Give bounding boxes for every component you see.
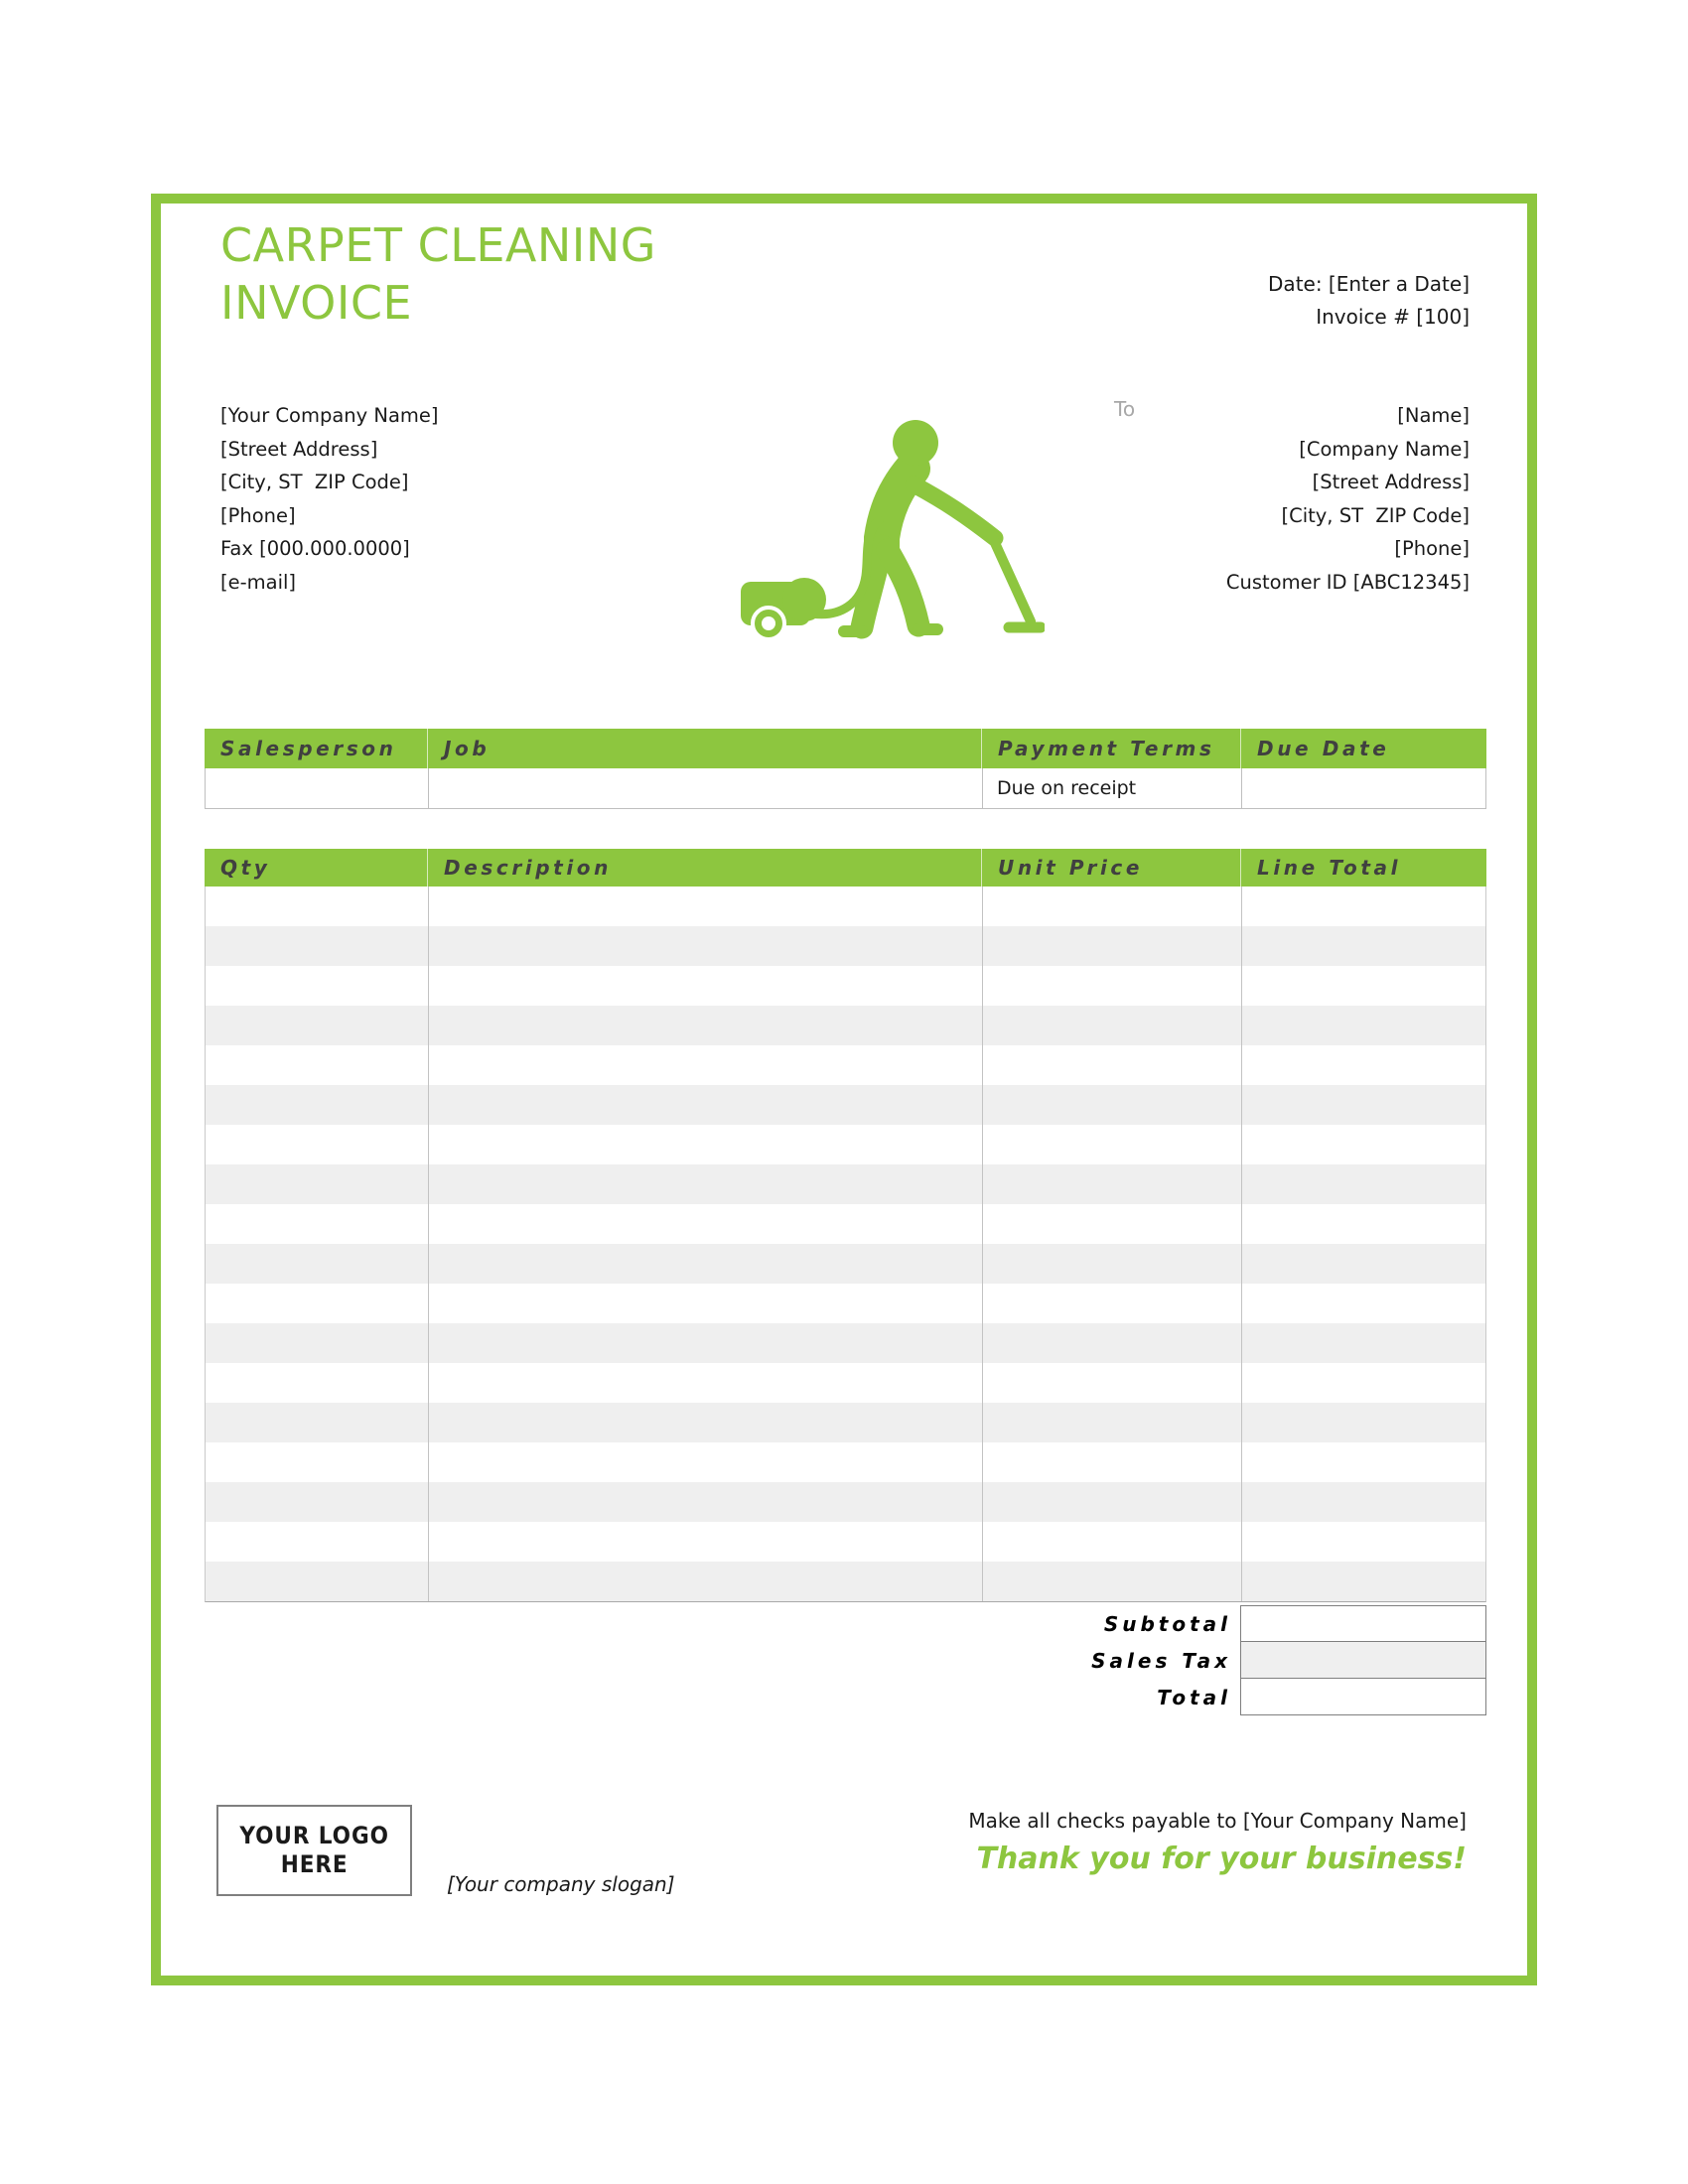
item-cell[interactable] (982, 1323, 1241, 1363)
item-cell[interactable] (982, 1522, 1241, 1562)
sales-tax-label: Sales Tax (1091, 1648, 1231, 1673)
item-cell[interactable] (428, 1323, 982, 1363)
salesperson-cell[interactable] (206, 768, 428, 808)
item-cell[interactable] (982, 1125, 1241, 1164)
header-unit-price: Unit Price (981, 849, 1240, 887)
header-qty: Qty (220, 856, 271, 880)
logo-text-line-2: HERE (280, 1850, 349, 1878)
company-slogan-field[interactable]: [Your company slogan] (447, 1872, 675, 1896)
title-line-1: CARPET CLEANING (220, 218, 656, 272)
item-cell[interactable] (428, 1522, 982, 1562)
item-cell[interactable] (982, 1442, 1241, 1482)
item-cell[interactable] (982, 1244, 1241, 1284)
item-cell[interactable] (1241, 1006, 1486, 1045)
company-address-block (220, 399, 439, 599)
item-cell[interactable] (982, 1045, 1241, 1085)
item-cell[interactable] (1241, 1085, 1486, 1125)
item-cell[interactable] (206, 1363, 428, 1403)
company-phone-field[interactable]: [Phone] (220, 503, 296, 527)
header-payment-terms: Payment Terms (981, 729, 1240, 768)
item-cell[interactable] (428, 926, 982, 966)
item-cell[interactable] (982, 1403, 1241, 1442)
item-cell[interactable] (428, 1045, 982, 1085)
vacuum-person-icon (717, 405, 1045, 668)
table-row (206, 1045, 1485, 1085)
item-cell[interactable] (428, 1363, 982, 1403)
item-cell[interactable] (1241, 926, 1486, 966)
subtotal-value-cell[interactable] (1240, 1605, 1486, 1642)
table-row (206, 1244, 1485, 1284)
item-cell[interactable] (428, 887, 982, 926)
title-line-2: INVOICE (220, 276, 413, 330)
thank-you-text: Thank you for your business! (976, 1842, 1467, 1876)
item-cell[interactable] (206, 1204, 428, 1244)
company-email-field[interactable]: [e-mail] (220, 570, 297, 594)
items-table-body (205, 887, 1486, 1602)
item-cell[interactable] (206, 1045, 428, 1085)
item-cell[interactable] (982, 966, 1241, 1006)
recipient-street-field[interactable]: [Street Address] (1312, 471, 1470, 493)
table-row (206, 1204, 1485, 1244)
table-row (206, 966, 1485, 1006)
recipient-company-field[interactable]: [Company Name] (1299, 437, 1470, 461)
item-cell[interactable] (428, 1482, 982, 1522)
item-cell[interactable] (982, 887, 1241, 926)
header-description: Description (427, 849, 981, 887)
invoice-number-field[interactable]: Invoice # [100] (1316, 305, 1470, 329)
sales-tax-value-cell[interactable] (1240, 1642, 1486, 1679)
item-cell[interactable] (428, 1284, 982, 1323)
item-cell[interactable] (206, 1323, 428, 1363)
company-fax-field[interactable]: Fax [000.000.0000] (220, 537, 410, 560)
table-row (206, 1522, 1485, 1562)
job-cell[interactable] (428, 768, 982, 808)
total-value-cell[interactable] (1240, 1679, 1486, 1715)
totals-labels (1091, 1605, 1231, 1715)
item-cell[interactable] (982, 1363, 1241, 1403)
item-cell[interactable] (428, 1442, 982, 1482)
subtotal-label: Subtotal (1103, 1611, 1231, 1636)
item-cell[interactable] (206, 1085, 428, 1125)
to-label: To (1114, 397, 1136, 421)
table-row (206, 1323, 1485, 1363)
item-cell[interactable] (428, 1085, 982, 1125)
item-cell[interactable] (982, 1204, 1241, 1244)
date-field[interactable]: Date: [Enter a Date] (1268, 272, 1470, 296)
recipient-name-field[interactable]: [Name] (1397, 404, 1470, 427)
item-cell[interactable] (982, 1006, 1241, 1045)
item-cell[interactable] (982, 1164, 1241, 1204)
recipient-phone-field[interactable]: [Phone] (1394, 537, 1470, 560)
item-cell[interactable] (1241, 1045, 1486, 1085)
table-row (206, 1442, 1485, 1482)
table-row (206, 926, 1485, 966)
item-cell[interactable] (1241, 1482, 1486, 1522)
item-cell[interactable] (1241, 1562, 1486, 1601)
header-line-total: Line Total (1240, 849, 1486, 887)
item-cell[interactable] (1241, 1363, 1486, 1403)
item-cell[interactable] (1241, 1244, 1486, 1284)
item-cell[interactable] (428, 1204, 982, 1244)
item-cell[interactable] (206, 966, 428, 1006)
item-cell[interactable] (982, 1482, 1241, 1522)
item-cell[interactable] (982, 1085, 1241, 1125)
item-cell[interactable] (982, 926, 1241, 966)
item-cell[interactable] (206, 1482, 428, 1522)
table-row (206, 1284, 1485, 1323)
header-job: Job (427, 729, 981, 768)
table-row (206, 1482, 1485, 1522)
item-cell[interactable] (206, 887, 428, 926)
item-cell[interactable] (206, 926, 428, 966)
header-salesperson: Salesperson (220, 737, 397, 760)
item-cell[interactable] (428, 1244, 982, 1284)
item-cell[interactable] (206, 1522, 428, 1562)
item-cell[interactable] (1241, 1204, 1486, 1244)
item-cell[interactable] (206, 1442, 428, 1482)
item-cell[interactable] (1241, 1403, 1486, 1442)
totals-boxes (1240, 1605, 1486, 1715)
item-cell[interactable] (1241, 1522, 1486, 1562)
recipient-address-block (1226, 399, 1470, 599)
checks-payable-text: Make all checks payable to [Your Company Name] (968, 1809, 1467, 1833)
item-cell[interactable] (428, 1006, 982, 1045)
item-cell[interactable] (428, 1403, 982, 1442)
item-cell[interactable] (982, 1562, 1241, 1601)
header-due-date: Due Date (1240, 729, 1486, 768)
item-cell[interactable] (206, 1164, 428, 1204)
item-cell[interactable] (1241, 1442, 1486, 1482)
sales-info-table (205, 729, 1486, 809)
logo-placeholder[interactable] (216, 1805, 412, 1896)
item-cell[interactable] (1241, 966, 1486, 1006)
item-cell[interactable] (1241, 1284, 1486, 1323)
item-cell[interactable] (1241, 887, 1486, 926)
table-row (206, 1006, 1485, 1045)
recipient-city-field[interactable]: [City, ST ZIP Code] (1281, 503, 1470, 527)
item-cell[interactable] (428, 1125, 982, 1164)
sales-info-header-row (205, 729, 1486, 768)
company-city-field[interactable]: [City, ST ZIP Code] (220, 471, 409, 493)
item-cell[interactable] (428, 1562, 982, 1601)
table-row (206, 1562, 1485, 1601)
invoice-meta (1268, 268, 1470, 334)
company-name-field[interactable]: [Your Company Name] (220, 404, 439, 427)
item-cell[interactable] (206, 1284, 428, 1323)
item-cell[interactable] (1241, 1125, 1486, 1164)
table-row (206, 1125, 1485, 1164)
item-cell[interactable] (206, 1125, 428, 1164)
line-items-header-row (205, 849, 1486, 887)
line-items-table (205, 849, 1486, 1602)
item-cell[interactable] (1241, 1164, 1486, 1204)
page-title (220, 216, 656, 332)
table-row (206, 887, 1485, 926)
item-cell[interactable] (428, 966, 982, 1006)
table-row (206, 1363, 1485, 1403)
table-row (206, 1164, 1485, 1204)
company-street-field[interactable]: [Street Address] (220, 437, 378, 461)
table-row (206, 1403, 1485, 1442)
due-date-cell[interactable] (1241, 768, 1487, 808)
item-cell[interactable] (206, 1244, 428, 1284)
item-cell[interactable] (206, 1006, 428, 1045)
total-label: Total (1157, 1685, 1231, 1709)
item-cell[interactable] (1241, 1323, 1486, 1363)
item-cell[interactable] (982, 1284, 1241, 1323)
recipient-customer-id-field[interactable]: Customer ID [ABC12345] (1225, 570, 1470, 594)
payment-terms-cell[interactable]: Due on receipt (982, 768, 1241, 808)
logo-text-line-1: YOUR LOGO (239, 1822, 389, 1849)
item-cell[interactable] (428, 1164, 982, 1204)
table-row (206, 1085, 1485, 1125)
item-cell[interactable] (206, 1562, 428, 1601)
item-cell[interactable] (206, 1403, 428, 1442)
sales-info-value-row (205, 768, 1486, 809)
